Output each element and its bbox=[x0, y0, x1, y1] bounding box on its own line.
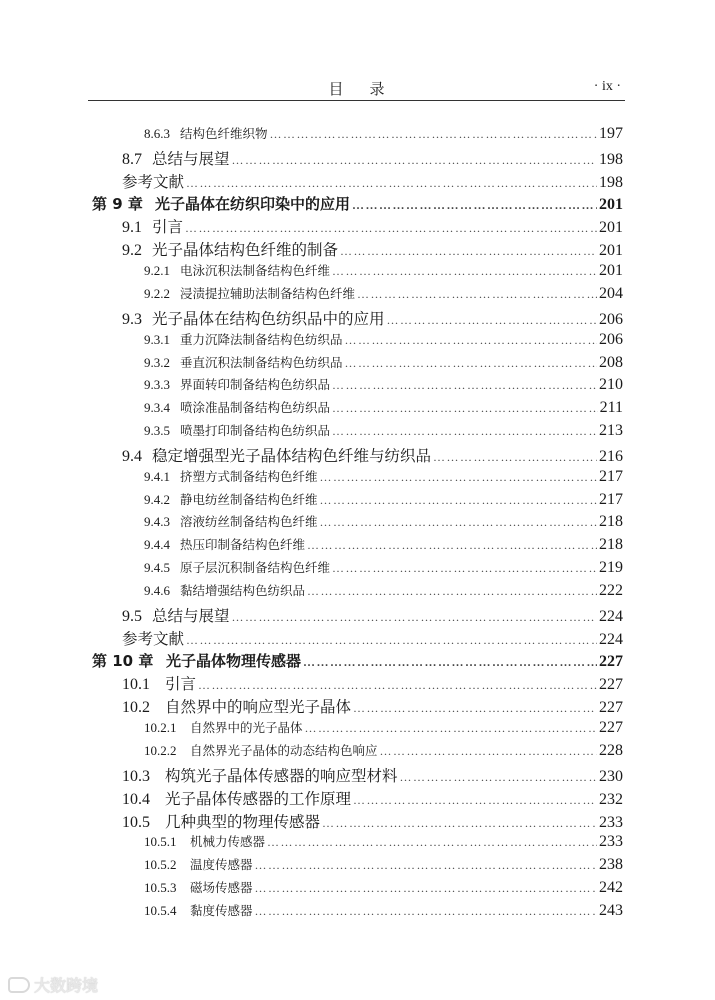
toc-entry-page: 242 bbox=[599, 879, 623, 897]
toc-entry-page: 227 bbox=[599, 719, 623, 737]
toc-entry-page: 201 bbox=[599, 195, 623, 213]
toc-entry-number: 10.5.1 bbox=[144, 834, 177, 850]
dot-leader bbox=[232, 153, 597, 168]
toc-entry-number: 第 10 章 bbox=[92, 651, 154, 670]
toc-entry-sec[interactable] bbox=[122, 787, 623, 809]
toc-entry-number: 9.3.1 bbox=[144, 331, 170, 347]
toc-entry-ch[interactable] bbox=[92, 650, 623, 672]
toc-entry-sec[interactable] bbox=[122, 147, 623, 169]
toc-entry-title: 喷涂准晶制备结构色纺织品 bbox=[180, 400, 331, 416]
dot-leader bbox=[332, 378, 597, 393]
toc-entry-number: 10.1 bbox=[122, 676, 150, 694]
dot-leader bbox=[345, 356, 597, 371]
toc-entry-number: 9.3.3 bbox=[144, 377, 170, 393]
toc-entry-sec[interactable] bbox=[122, 604, 623, 626]
dot-leader bbox=[353, 701, 597, 716]
toc-entry-sub[interactable] bbox=[144, 558, 623, 580]
toc-entry-number: 9.3.2 bbox=[144, 354, 170, 370]
dot-leader bbox=[345, 333, 597, 348]
dot-leader bbox=[305, 721, 597, 736]
toc-entry-sub[interactable] bbox=[144, 855, 623, 877]
toc-entry-number: 9.4.2 bbox=[144, 491, 170, 507]
toc-entry-page: 218 bbox=[599, 536, 623, 554]
toc-entry-sub[interactable] bbox=[144, 718, 623, 740]
toc-entry-ref[interactable] bbox=[122, 170, 623, 192]
toc-entry-title: 重力沉降法制备结构色纺织品 bbox=[180, 331, 343, 347]
dot-leader bbox=[320, 493, 597, 508]
toc-entry-sub[interactable] bbox=[144, 330, 623, 352]
toc-entry-page: 238 bbox=[599, 856, 623, 874]
dot-leader bbox=[186, 176, 597, 191]
dot-leader bbox=[320, 470, 597, 485]
toc-entry-sub[interactable] bbox=[144, 581, 623, 603]
toc-entry-title: 挤塑方式制备结构色纤维 bbox=[180, 468, 318, 484]
toc-entry-ch[interactable] bbox=[92, 193, 623, 215]
toc-entry-title: 黏结增强结构色纺织品 bbox=[180, 583, 306, 598]
toc-entry-sub[interactable] bbox=[144, 878, 623, 900]
toc-entry-title: 温度传感器 bbox=[190, 857, 253, 873]
toc-entry-sub[interactable] bbox=[144, 832, 623, 854]
toc-entry-page: 232 bbox=[599, 790, 623, 808]
toc-entry-title: 光子晶体在结构色纺织品中的应用 bbox=[152, 309, 385, 328]
toc-entry-sub[interactable] bbox=[144, 261, 623, 283]
dot-leader bbox=[255, 858, 597, 873]
toc-entry-page: 227 bbox=[599, 676, 623, 694]
logo-icon bbox=[8, 977, 30, 993]
toc-entry-sec[interactable] bbox=[122, 444, 623, 466]
toc-entry-title: 垂直沉积法制备结构色纺织品 bbox=[180, 354, 343, 370]
dot-leader bbox=[186, 633, 597, 648]
toc-entry-title: 溶液纺丝制备结构色纤维 bbox=[180, 514, 318, 530]
dot-leader bbox=[387, 313, 597, 328]
header-rule bbox=[88, 100, 625, 101]
toc-entry-sub[interactable] bbox=[144, 398, 623, 420]
toc-entry-page: 198 bbox=[599, 150, 623, 168]
toc-entry-page: 208 bbox=[599, 353, 623, 371]
toc-entry-number: 10.3 bbox=[122, 767, 150, 785]
watermark bbox=[8, 973, 98, 996]
toc-entry-sub[interactable] bbox=[144, 512, 623, 534]
toc-entry-page: 206 bbox=[599, 310, 623, 328]
toc-entry-title: 光子晶体结构色纤维的制备 bbox=[152, 241, 339, 260]
dot-leader bbox=[332, 264, 597, 279]
toc-entry-number: 9.3 bbox=[122, 310, 142, 328]
toc-entry-page: 227 bbox=[599, 699, 623, 717]
toc-entry-title: 引言 bbox=[165, 675, 197, 694]
toc-entry-page: 233 bbox=[599, 833, 623, 851]
toc-entry-title: 自然界中的响应型光子晶体 bbox=[165, 698, 352, 717]
toc-entry-page: 201 bbox=[599, 262, 623, 280]
dot-leader bbox=[322, 816, 597, 831]
toc-entry-sub[interactable] bbox=[144, 467, 623, 489]
toc-entry-sub[interactable] bbox=[144, 490, 623, 512]
toc-entry-title: 稳定增强型光子晶体结构色纤维与纺织品 bbox=[152, 446, 432, 465]
toc-entry-page: 216 bbox=[599, 447, 623, 465]
toc-entry-page: 197 bbox=[599, 125, 623, 142]
toc-entry-title: 机械力传感器 bbox=[190, 834, 266, 850]
toc-entry-sec[interactable] bbox=[122, 764, 623, 786]
toc-entry-number: 9.3.4 bbox=[144, 400, 170, 416]
dot-leader bbox=[255, 881, 597, 896]
toc-entry-sec[interactable] bbox=[122, 810, 623, 832]
toc-entry-title: 几种典型的物理传感器 bbox=[165, 812, 321, 831]
toc-entry-title: 光子晶体在纺织印染中的应用 bbox=[155, 194, 351, 213]
page-number: · ix · bbox=[593, 79, 621, 94]
toc-entry-sub[interactable] bbox=[144, 353, 623, 375]
dot-leader bbox=[353, 793, 597, 808]
toc-entry-ref[interactable] bbox=[122, 627, 623, 649]
toc-entry-number: 10.5.2 bbox=[144, 857, 177, 873]
page-title: 目录 bbox=[328, 80, 411, 98]
toc-entry-sec[interactable] bbox=[122, 215, 623, 237]
toc-entry-title: 磁场传感器 bbox=[190, 880, 253, 896]
dot-leader bbox=[332, 401, 598, 416]
toc-entry-page: 233 bbox=[599, 813, 623, 831]
dot-leader bbox=[340, 244, 597, 259]
dot-leader bbox=[232, 610, 597, 625]
dot-leader bbox=[198, 678, 597, 693]
toc-entry-number: 10.5 bbox=[122, 813, 150, 831]
dot-leader bbox=[303, 655, 597, 670]
toc-entry-page: 211 bbox=[599, 399, 623, 417]
toc-entry-number: 8.6.3 bbox=[144, 126, 170, 141]
toc-entry-sub[interactable] bbox=[144, 741, 623, 763]
toc-entry-page: 201 bbox=[599, 219, 623, 237]
toc-entry-sub[interactable] bbox=[144, 124, 623, 146]
toc-entry-number: 8.7 bbox=[122, 150, 142, 168]
toc-entry-page: 210 bbox=[599, 376, 623, 394]
toc-entry-page: 217 bbox=[599, 490, 623, 508]
toc-entry-sub[interactable] bbox=[144, 535, 623, 557]
toc-entry-number: 10.4 bbox=[122, 790, 150, 808]
toc-entry-number: 10.5.4 bbox=[144, 902, 177, 918]
toc-entry-page: 206 bbox=[599, 330, 623, 348]
toc-entry-title: 结构色纤维织物 bbox=[180, 126, 268, 141]
toc-entry-title: 构筑光子晶体传感器的响应型材料 bbox=[165, 766, 398, 785]
dot-leader bbox=[332, 561, 597, 576]
toc-entry-page: 217 bbox=[599, 467, 623, 485]
toc-entry-number: 9.4.1 bbox=[144, 468, 170, 484]
toc-entry-number: 9.3.5 bbox=[144, 423, 170, 439]
dot-leader bbox=[433, 450, 597, 465]
toc-entry-sub[interactable] bbox=[144, 421, 623, 443]
toc-entry-title: 参考文献 bbox=[122, 172, 185, 191]
dot-leader bbox=[357, 287, 597, 302]
toc-entry-title: 黏度传感器 bbox=[190, 902, 253, 918]
toc-entry-number: 9.4 bbox=[122, 447, 142, 465]
toc-entry-title: 浸渍提拉辅助法制备结构色纤维 bbox=[180, 285, 356, 301]
toc-entry-page: 219 bbox=[599, 559, 623, 577]
toc-entry-page: 213 bbox=[599, 422, 623, 440]
toc-entry-number: 9.2.1 bbox=[144, 263, 170, 279]
toc-entry-title: 光子晶体物理传感器 bbox=[166, 651, 302, 670]
toc-entry-sec[interactable] bbox=[122, 672, 623, 694]
page-header bbox=[88, 78, 625, 100]
toc-entry-number: 10.2.1 bbox=[144, 720, 177, 736]
toc-entry-number: 9.4.5 bbox=[144, 560, 170, 576]
dot-leader bbox=[267, 835, 597, 850]
watermark-text: 大数跨境 bbox=[34, 976, 99, 995]
toc-entry-number: 10.5.3 bbox=[144, 880, 177, 896]
toc-entry-number: 第 9 章 bbox=[92, 194, 143, 213]
toc-entry-number: 10.2 bbox=[122, 699, 150, 717]
dot-leader bbox=[380, 744, 597, 759]
toc-entry-title: 界面转印制备结构色纺织品 bbox=[180, 377, 331, 393]
dot-leader bbox=[255, 904, 597, 919]
toc-entry-page: 230 bbox=[599, 767, 623, 785]
toc-entry-title: 自然界中的光子晶体 bbox=[190, 720, 303, 736]
toc-entry-title: 自然界光子晶体的动态结构色响应 bbox=[190, 742, 378, 758]
toc-entry-number: 10.2.2 bbox=[144, 742, 177, 758]
dot-leader bbox=[307, 584, 597, 599]
toc-entry-number: 9.5 bbox=[122, 607, 142, 625]
toc-entry-title: 静电纺丝制备结构色纤维 bbox=[180, 491, 318, 507]
toc-entry-title: 总结与展望 bbox=[152, 606, 230, 625]
toc-entry-sec[interactable] bbox=[122, 695, 623, 717]
toc-entry-page: 204 bbox=[599, 284, 623, 302]
dot-leader bbox=[185, 221, 597, 236]
toc-entry-page: 201 bbox=[599, 242, 623, 260]
toc-entry-title: 引言 bbox=[152, 218, 184, 237]
toc-entry-page: 222 bbox=[599, 582, 623, 599]
toc-entry-page: 227 bbox=[599, 652, 623, 670]
dot-leader bbox=[400, 770, 597, 785]
toc-entry-title: 热压印制备结构色纤维 bbox=[180, 537, 306, 553]
dot-leader bbox=[320, 515, 597, 530]
toc-entry-page: 218 bbox=[599, 513, 623, 531]
dot-leader bbox=[270, 127, 597, 142]
toc-entry-sec[interactable] bbox=[122, 238, 623, 260]
toc-entry-sub[interactable] bbox=[144, 375, 623, 397]
dot-leader bbox=[307, 538, 597, 553]
dot-leader bbox=[332, 424, 597, 439]
toc-entry-title: 总结与展望 bbox=[152, 149, 230, 168]
toc-entry-number: 9.4.4 bbox=[144, 537, 170, 553]
toc-entry-page: 243 bbox=[599, 901, 623, 919]
toc-entry-number: 9.1 bbox=[122, 219, 142, 237]
toc-entry-number: 9.4.3 bbox=[144, 514, 170, 530]
toc-entry-number: 9.2.2 bbox=[144, 285, 170, 301]
toc-entry-title: 参考文献 bbox=[122, 629, 185, 648]
toc-entry-sub[interactable] bbox=[144, 284, 623, 306]
toc-entry-number: 9.4.6 bbox=[144, 583, 170, 598]
toc-entry-title: 电泳沉积法制备结构色纤维 bbox=[180, 263, 331, 279]
dot-leader bbox=[352, 198, 597, 213]
toc-entry-title: 喷墨打印制备结构色纺织品 bbox=[180, 423, 331, 439]
toc-entry-sub[interactable] bbox=[144, 901, 623, 923]
toc-entry-number: 9.2 bbox=[122, 242, 142, 260]
toc-entry-title: 原子层沉积制备结构色纤维 bbox=[180, 560, 331, 576]
toc-entry-page: 224 bbox=[599, 630, 623, 648]
toc-entry-page: 224 bbox=[599, 607, 623, 625]
toc-entry-page: 198 bbox=[599, 173, 623, 191]
toc-entry-page: 228 bbox=[599, 741, 623, 759]
toc-entry-sec[interactable] bbox=[122, 307, 623, 329]
toc-entry-title: 光子晶体传感器的工作原理 bbox=[165, 789, 352, 808]
